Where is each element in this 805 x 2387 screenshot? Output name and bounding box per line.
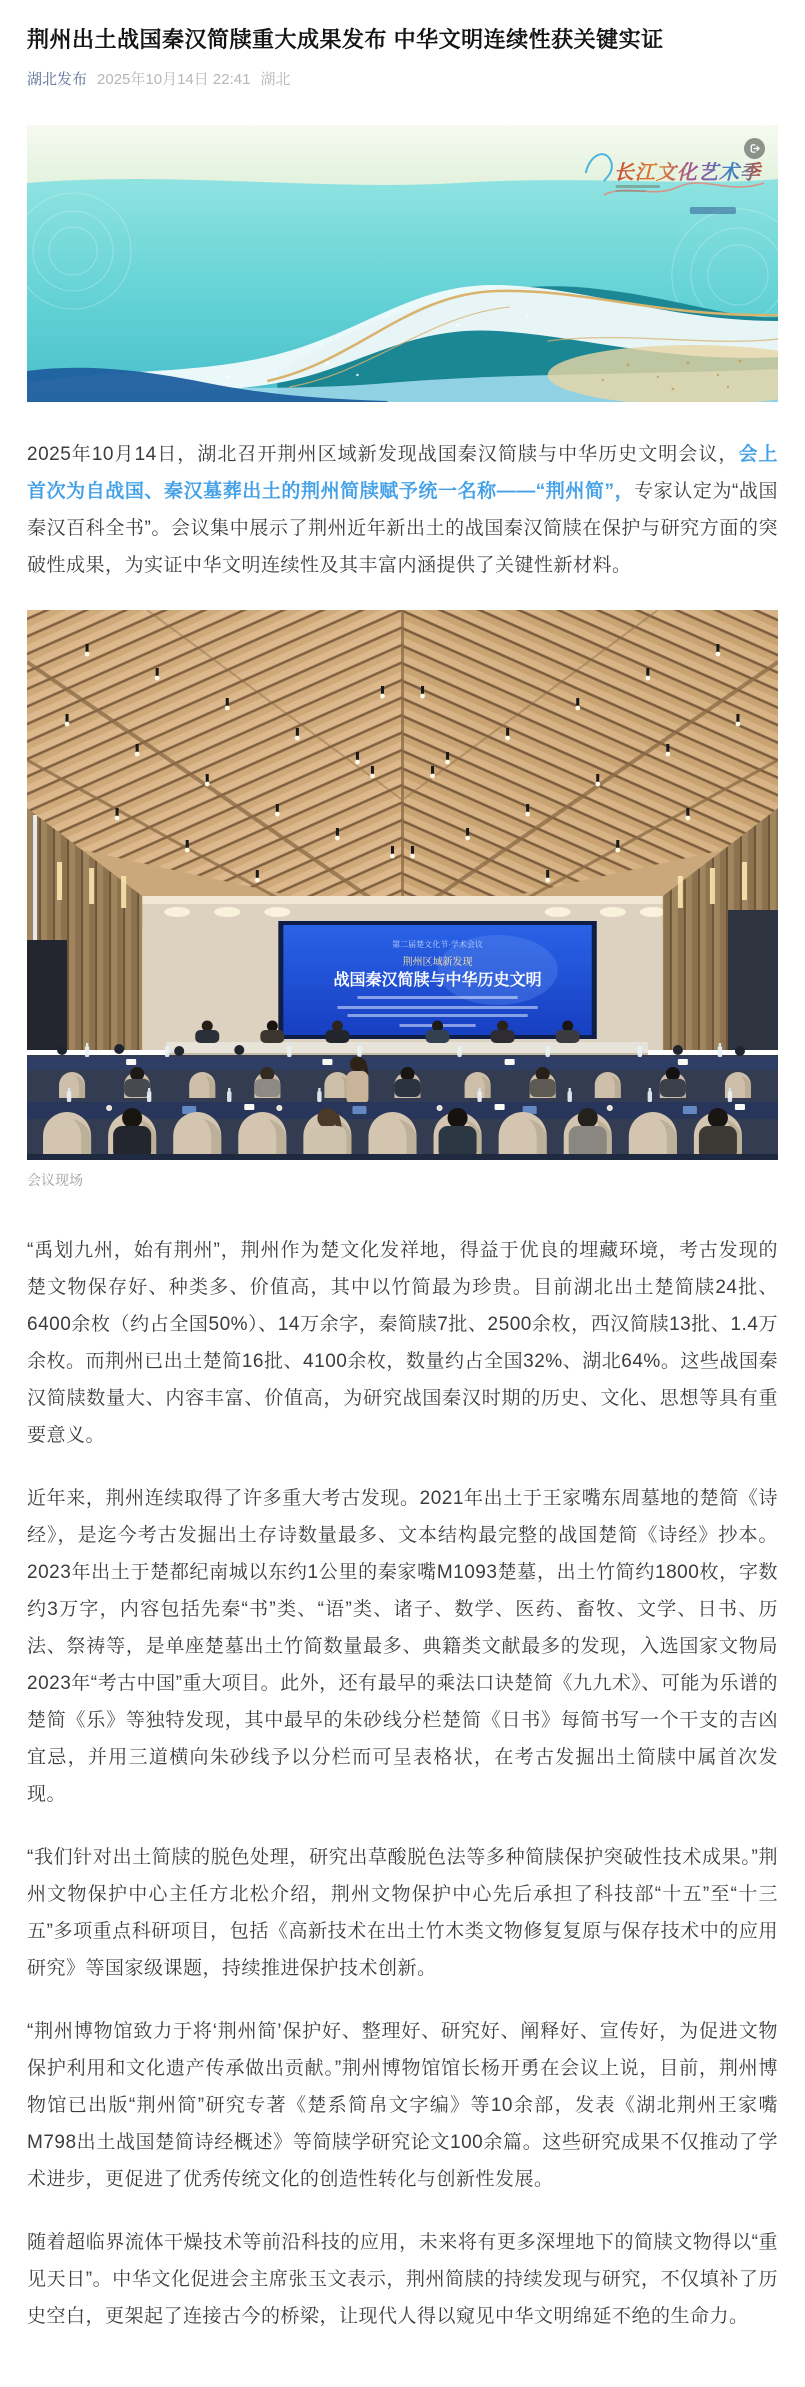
paragraph-1-text-end: 专家认定为“战国秦汉百科全书”。会议集中展示了荆州近年新出土的战国秦汉简牍在保护与研究方面的突破性成果，为实证中华文明连续性及其丰富内涵提供了关键性新材料。 — [27, 480, 778, 576]
paragraph-5: “荆州博物馆致力于将‘荆州简’保护好、整理好、研究好、阐释好、宣传好，为促进文物保护利用和文化遗产传承做出贡献。”荆州博物馆馆长杨开勇在会议上说，目前，荆州博物馆已出版“荆州简”研究专著《楚系简帛文字编》等10余部，发表《湖北荆州王家嘴M798出土战国楚简诗经概述》等简牍学研究论文100余篇。这些研究成果不仅推动了学术进步，更促进了优秀传统文化的创造性转化与创新性发展。 — [27, 2020, 778, 2190]
exit-arrow-icon — [748, 142, 761, 155]
banner-image[interactable] — [27, 125, 778, 402]
paragraph-2: “禹划九州，始有荆州”，荆州作为楚文化发祥地，得益于优良的埋藏环境，考古发现的楚文物保存好、种类多、价值高，其中以竹简最为珍贵。目前湖北出土楚简牍24批、6400余枚（约占全国50%）、14万余字，秦简牍7批、2500余枚，西汉简牍13批、1.4万余枚。而荆州已出土楚简16批、4100余枚，数量约占全国32%、湖北64%。这些战国秦汉简牍数量大、内容丰富、价值高，为研究战国秦汉时期的历史、文化、思想等具有重要意义。 — [27, 1239, 778, 1446]
account-name[interactable]: 湖北发布 — [27, 70, 88, 88]
exit-fullscreen-button[interactable] — [744, 138, 765, 159]
screen-subtitle-text: 荆州区域新发现 — [402, 956, 473, 968]
festival-logo-text: 长江文化艺术季 — [613, 161, 761, 184]
audience-row-near — [27, 1108, 778, 1160]
paragraph-1 — [27, 436, 778, 584]
wood-ceiling — [27, 610, 778, 930]
screen-tag-text: 第二届楚文化节·学术会议 — [392, 939, 483, 949]
paragraph-4: “我们针对出土简牍的脱色处理，研究出草酸脱色法等多种简牍保护突破性技术成果。”荆州文物保护中心主任方北松介绍，荆州文物保护中心先后承担了科技部“十五”至“十三五”多项重点科研项目，包括《高新技术在出土竹木类文物修复复原与保存技术中的应用研究》等国家级课题，持续推进保护技术创新。 — [27, 1846, 778, 1979]
banner-art — [27, 125, 778, 402]
conference-photo[interactable] — [27, 610, 778, 1160]
publish-date: 2025年10月14日 22:41 — [97, 70, 251, 88]
publish-location: 湖北 — [260, 70, 291, 88]
article-meta — [27, 68, 778, 89]
paragraph-6: 随着超临界流体干燥技术等前沿科技的应用，未来将有更多深埋地下的简牍文物得以“重见天日”。中华文化促进会主席张玉文表示，荆州简牍的持续发现与研究，不仅填补了历史空白，更架起了连接古今的桥梁，让现代人得以窥见中华文明绵延不绝的生命力。 — [27, 2231, 778, 2327]
paragraph-1-emphasis: 会上首次为自战国、秦汉墓葬出土的荆州简牍赋予统一名称——“荆州简”， — [27, 443, 778, 502]
article-title: 荆州出土战国秦汉简牍重大成果发布 中华文明连续性获关键实证 — [27, 27, 664, 52]
photo-caption: 会议现场 — [27, 1171, 83, 1188]
screen-title-text: 战国秦汉简牍与中华历史文明 — [333, 971, 542, 989]
paragraph-3: 近年来，荆州连续取得了许多重大考古发现。2021年出土于王家嘴东周墓地的楚简《诗经》，是迄今考古发掘出土存诗数量最多、文本结构最完整的战国楚简《诗经》抄本。 2023年出土于楚都纪南城以东约1公里的秦家嘴M1093楚墓，出土竹简约1800枚，字数约3万字，内容包括先秦“书”类、“语”类、诸子、数学、医药、畜牧、文学、日书、历法、祭祷等，是单座楚墓出土竹简数量最多、典籍类文献最多的发现，入选国家文物局2023年“考古中国”重大项目。此外，还有最早的乘法口诀楚简《九九术》、可能为乐谱的楚简《乐》等独特发现，其中最早的朱砂线分栏楚简《日书》每简书写一个干支的吉凶宜忌，并用三道横向朱砂线予以分栏而可呈表格状，在考古发掘出土简牍中属首次发现。 — [27, 1487, 778, 1805]
paragraph-1-text: 2025年10月14日，湖北召开荆州区域新发现战国秦汉简牍与中华历史文明会议， — [27, 443, 739, 465]
conference-photo-art — [27, 610, 778, 1160]
audience-area — [27, 1043, 778, 1160]
